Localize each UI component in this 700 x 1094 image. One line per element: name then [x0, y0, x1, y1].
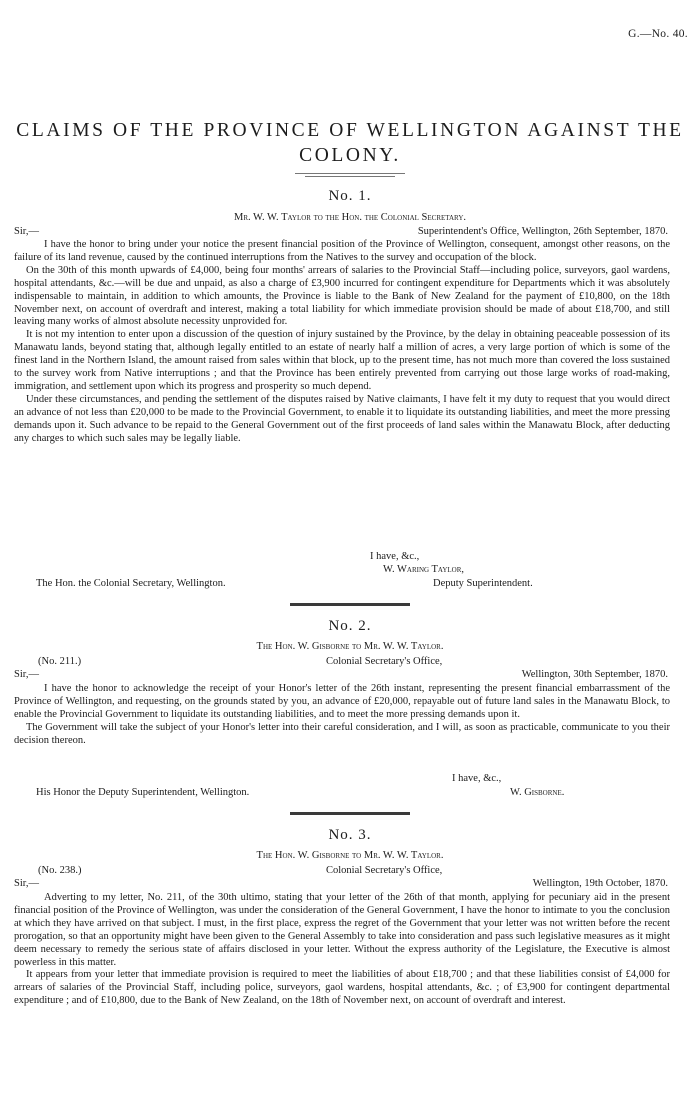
letter-1-paragraph: I have the honor to bring under your notice the present financial position of the Province of Wellington, consequent, amongst other reasons, on the failure of its land revenue, caused by the continued interruptions from the Natives to the survey and occupation of the block. [14, 239, 670, 263]
letter-2-heading: The Hon. W. Gisborne to Mr. W. W. Taylor. [256, 641, 444, 652]
letter-2-reference: (No. 211.) [38, 656, 82, 667]
letter-2-signature: W. Gisborne. [510, 787, 565, 798]
letter-2-office: Colonial Secretary's Office, [326, 656, 443, 667]
letter-1-body [14, 239, 670, 446]
letter-1-heading: Mr. W. W. Taylor to the Hon. the Colonial Secretary. [233, 212, 467, 223]
letter-3-office: Colonial Secretary's Office, [326, 865, 443, 876]
letter-2-closing: I have, &c., [452, 773, 502, 784]
letter-1-paragraph: On the 30th of this month upwards of £4,000, being four months' arrears of salaries to the Provincial Staff—including police, surveyors, gaol wardens, hospital attendants, &c.—will be due and unpaid, as also a charge of £3,900 incurred for contingent expenditure for Departments which it was absolutely indispensable to maintain, in addition to which amounts, the Province is liable to the Bank of New Zealand for the payment of £10,800, on the 18th November next, on account of overdraft and interest, making a total liability for which immediate provision should be made of about £18,700, and still leaving many works of almost absolute necessity unprovided for. [14, 264, 670, 328]
letter-3-heading: The Hon. W. Gisborne to Mr. W. W. Taylor. [256, 850, 444, 861]
title-divider [295, 173, 405, 174]
letter-2-paragraph: I have the honor to acknowledge the receipt of your Honor's letter of the 26th instant, representing the present financial embarrassment of the Province of Wellington, and requesting, on the grounds stated by you, an advance of £20,000, repayable out of future land sales in the Manawatu Block, to enable the Provincial Government to liquidate its outstanding liabilities, and to meet the more pressing demands upon it. [14, 683, 670, 720]
letter-3-salutation: Sir,— [14, 878, 39, 889]
section-divider [290, 812, 410, 815]
letter-1-closing: I have, &c., [370, 551, 420, 562]
letter-1-number: No. 1. [328, 188, 372, 204]
letter-2-addressee: His Honor the Deputy Superintendent, Wellington. [36, 787, 250, 798]
letter-2-salutation: Sir,— [14, 669, 39, 680]
letter-1-addressee: The Hon. the Colonial Secretary, Wellington. [36, 578, 226, 589]
title-divider-second [305, 176, 395, 177]
title-line-1: CLAIMS OF THE PROVINCE OF WELLINGTON AGAINST THE [16, 120, 684, 141]
letter-1-signature: W. Waring Taylor, [383, 564, 465, 575]
letter-1-signature-title: Deputy Superintendent. [433, 578, 533, 589]
letter-2-paragraph: The Government will take the subject of your Honor's letter into their careful consideration, and I will, as soon as practicable, communicate to you their decision thereon. [14, 721, 670, 746]
letter-2-number: No. 2. [328, 618, 372, 634]
letter-3-paragraph: It appears from your letter that immediate provision is required to meet the liabilities of about £18,700 ; and that these liabilities consist of £4,000 for arrears of salaries of the Provincial Staff, including police, surveyors, gaol wardens, hospital attendants, &c. ; of £3,900 for contingent departmental expenditure ; and of £10,800, due to the Bank of New Zealand, on the 18th of November next, on account of overdraft and interest. [14, 969, 670, 1007]
section-divider [290, 603, 410, 606]
letter-2-address-date: Wellington, 30th September, 1870. [521, 669, 668, 680]
letter-3-reference: (No. 238.) [38, 865, 82, 876]
letter-3-number: No. 3. [328, 827, 372, 843]
letter-2-body [14, 683, 670, 748]
title-line-2: COLONY. [299, 145, 401, 166]
letter-1-salutation: Sir,— [14, 226, 39, 237]
document-title [0, 118, 700, 168]
letter-3-body [14, 892, 670, 1008]
letter-3-address-date: Wellington, 19th October, 1870. [532, 878, 668, 889]
letter-1-paragraph: Under these circumstances, and pending the settlement of the disputes raised by Native claimants, I have felt it my duty to request that you would direct an advance of not less than £20,000 to be made to the Provincial Government, to enable it to liquidate its outstanding liabilities, and meet the more pressing demands upon it. Such advance to be repaid to the General Government out of the first proceeds of land sales within the Manawatu Block, after deducting any charges to which such sales may be legally liable. [14, 393, 670, 444]
letter-1-address-date: Superintendent's Office, Wellington, 26th September, 1870. [417, 226, 668, 237]
letter-3-paragraph: Adverting to my letter, No. 211, of the 30th ultimo, stating that your letter of the 26th of that month, applying for pecuniary aid in the present financial position of the Province of Wellington, was under the consideration of the General Government, I have the honor to intimate to you the conclusion at which they have arrived on that subject. I must, in the first place, express the regret of the Government that your letter was not written before the recent prorogation, so that an opportunity might have been given to the General Assembly to take into consideration and pass such legislative measures as it might deem necessary to remedy the serious state of affairs disclosed in your letter. Without the express authority of the Legislature, the Executive is almost powerless in this matter. [14, 892, 670, 968]
page-reference: G.—No. 40. [628, 28, 688, 40]
letter-1-paragraph: It is not my intention to enter upon a discussion of the question of injury sustained by the Province, by the delay in obtaining peaceable possession of its Manawatu lands, beyond stating that, although legally entitled to an estate of nearly half a million of acres, a very large portion of which is some of the finest land in the Northern Island, the amount raised from sales within that block, up to the present time, has not much more than covered the loss sustained to the survey work from Native interruptions ; and that the Province has been entirely prevented from carrying out those large works of road-making, immigration, and settlement upon which its progress and prosperity so much depend. [14, 329, 670, 392]
